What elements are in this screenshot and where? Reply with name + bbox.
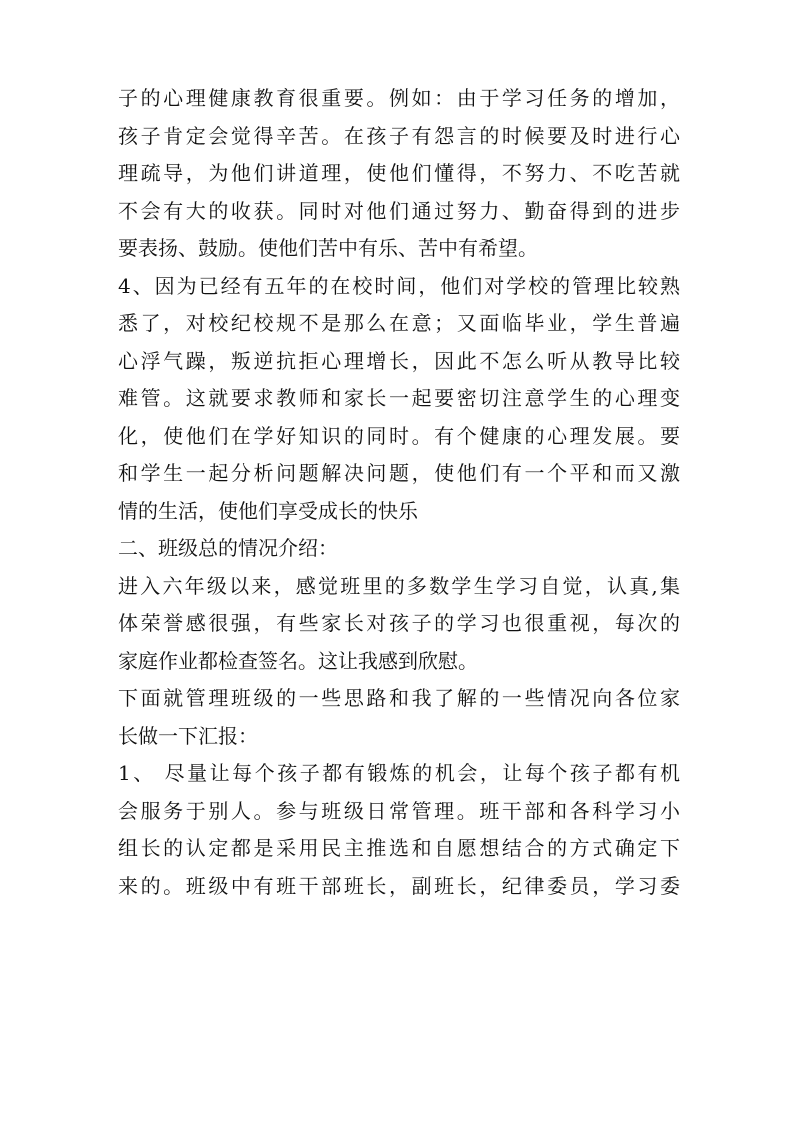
text-line: 4、因为已经有五年的在校时间，他们对学校的管理比较熟 [118,273,680,298]
section-heading-class-overview [118,530,680,568]
text-line: 要表扬、鼓励。使他们苦中有乐、苦中有希望。 [118,236,538,260]
text-line: 心浮气躁，叛逆抗拒心理增长，因此不怎么听从教导比较 [118,348,680,373]
text-line: 孩子肯定会觉得辛苦。在孩子有怨言的时候要及时进行心 [118,123,680,148]
paragraph-grade-six [118,568,680,681]
text-line: 理疏导，为他们讲道理，使他们懂得，不努力、不吃苦就 [118,161,680,185]
section-heading: 二、班级总的情况介绍： [118,536,338,560]
text-line: 难管。这就要求教师和家长一起要密切注意学生的心理变 [118,386,680,410]
text-line: 化，使他们在学好知识的同时。有个健康的心理发展。要 [118,423,680,448]
paragraph-item-4 [118,268,680,531]
paragraph-psychology-care [118,80,680,268]
text-line: 情的生活，使他们享受成长的快乐 [118,498,418,523]
paragraph-report-intro [118,680,680,755]
paragraph-item-1 [118,755,680,905]
text-line: 悉了，对校纪校规不是那么在意；又面临毕业，学生普遍 [118,311,680,335]
text-line: 下面就管理班级的一些思路和我了解的一些情况向各位家 [118,686,680,710]
text-line: 会服务于别人。参与班级日常管理。班干部和各科学习小 [118,798,680,823]
text-line: 组长的认定都是采用民主推选和自愿想结合的方式确定下 [118,836,680,860]
text-line: 和学生一起分析问题解决问题，使他们有一个平和而又激 [118,461,680,485]
document-page [118,80,680,905]
text-line: 子的心理健康教育很重要。例如：由于学习任务的增加， [118,86,680,110]
text-line: 不会有大的收获。同时对他们通过努力、勤奋得到的进步 [118,198,680,223]
text-line: 来的。班级中有班干部班长，副班长，纪律委员，学习委 [118,873,680,898]
text-line: 长做一下汇报： [118,723,258,748]
text-line: 体荣誉感很强，有些家长对孩子的学习也很重视，每次的 [118,611,680,635]
text-line: 进入六年级以来，感觉班里的多数学生学习自觉，认真,集 [118,573,680,598]
text-line: 1、 尽量让每个孩子都有锻炼的机会，让每个孩子都有机 [118,761,680,785]
text-line: 家庭作业都检查签名。这让我感到欣慰。 [118,648,478,673]
